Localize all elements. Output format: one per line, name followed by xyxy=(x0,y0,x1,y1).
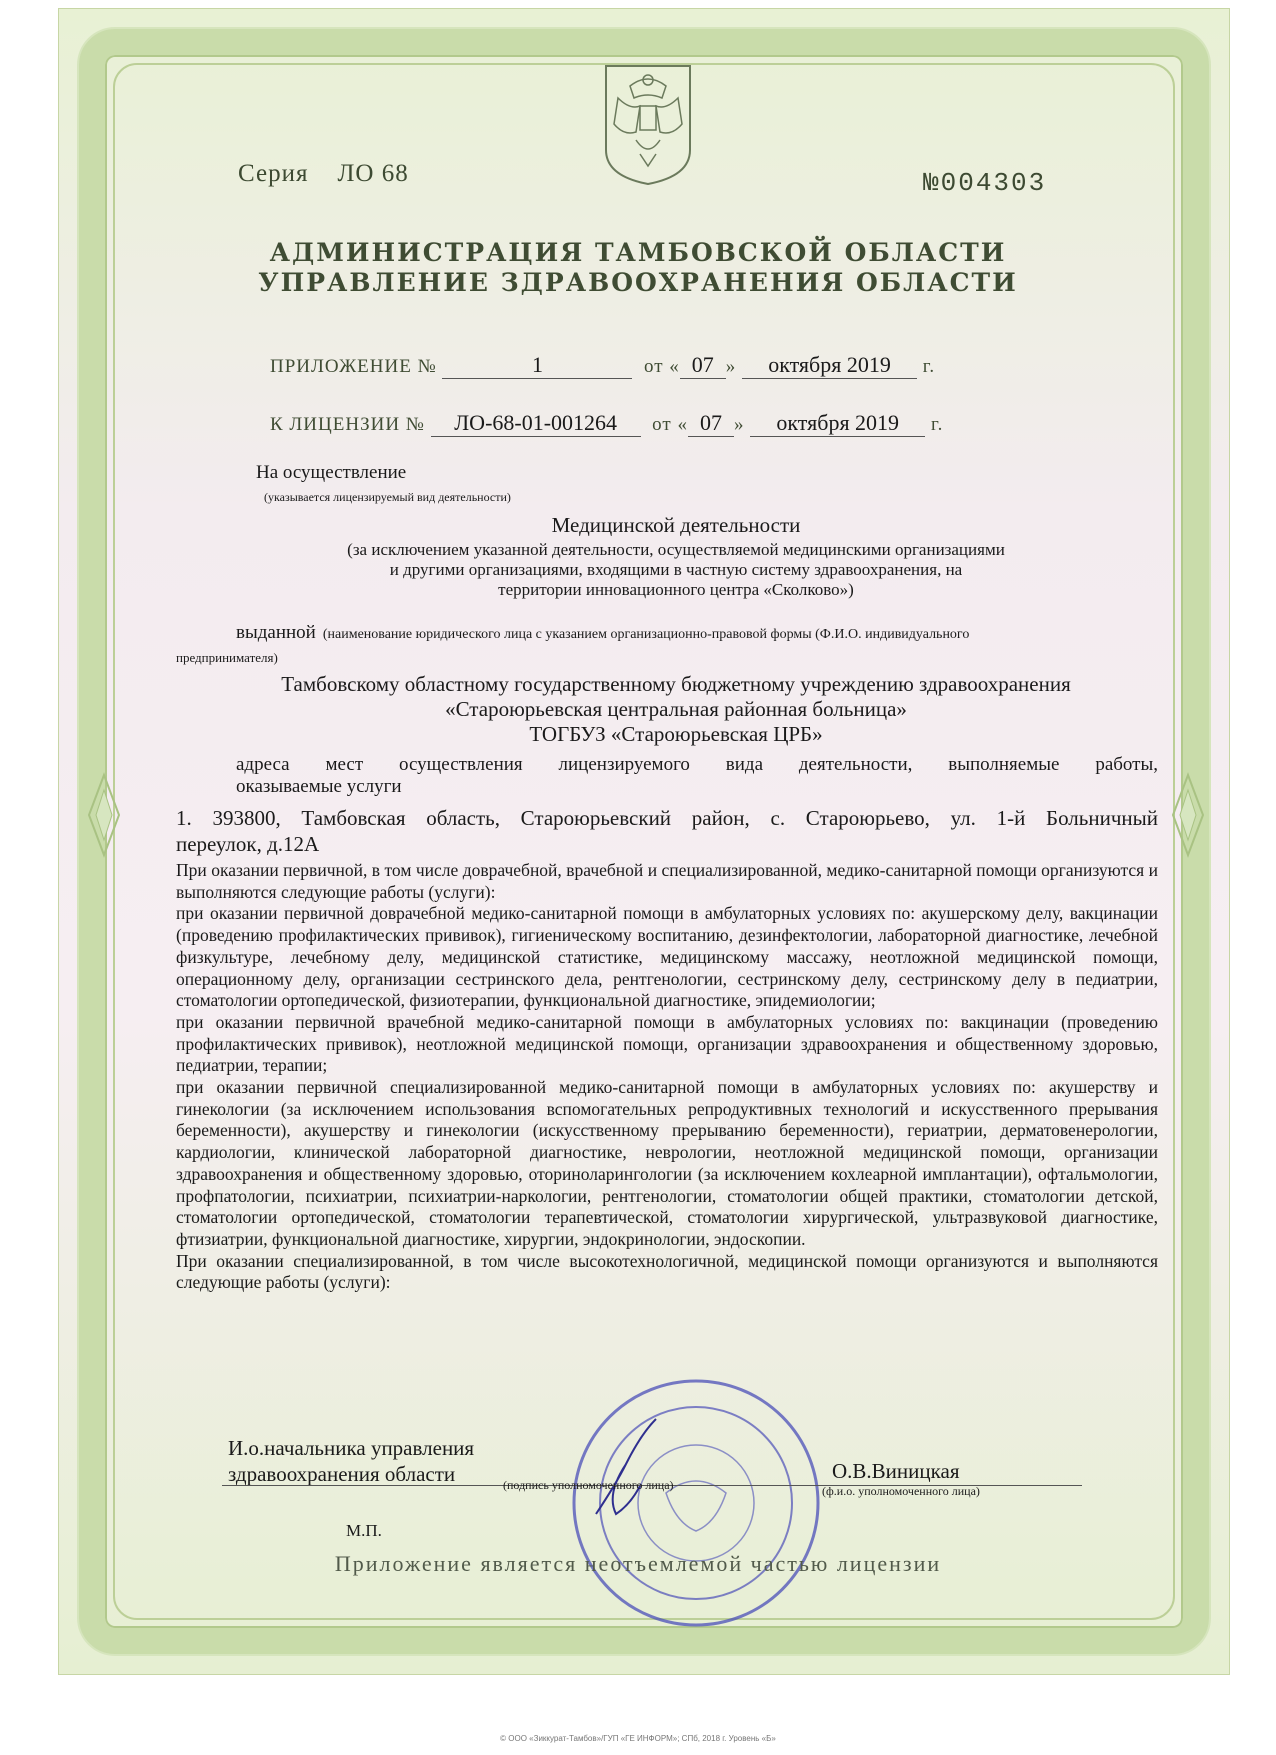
license-month-year: октября 2019 xyxy=(750,410,925,437)
activity-name: Медицинской деятельности xyxy=(551,513,801,537)
issued-hint-line xyxy=(236,622,1162,646)
organization-name xyxy=(176,672,1176,747)
services-paragraph: При оказании первичной, в том числе доврачебной, врачебной и специализированной, медико-санитарной помощи организуются и выполняются следующие работы (услуги): xyxy=(176,860,1158,902)
signer-position-line2: здравоохранения области xyxy=(228,1462,456,1486)
issued-label: выданной xyxy=(236,622,316,643)
series-field xyxy=(238,160,409,188)
signer-position xyxy=(228,1435,474,1487)
organization-line1: Тамбовскому областному государственному бюджетному учреждению здравоохранения xyxy=(281,672,1071,696)
services-paragraph: При оказании специализированной, в том числе высокотехнологичной, медицинской помощи организуются и выполняются следующие работы (услуги): xyxy=(176,1250,1158,1293)
seal-place: М.П. xyxy=(346,1521,382,1540)
activity-note-line3: территории инновационного центра «Сколково») xyxy=(498,580,854,599)
address-line-2: переулок, д.12А xyxy=(176,832,320,856)
activity-note-line1: (за исключением указанной деятельности, осуществляемой медицинскими организациями xyxy=(347,540,1005,559)
signer-name: О.В.Виницкая xyxy=(832,1459,960,1483)
license-year-suffix: г. xyxy=(930,414,944,435)
addresses-intro: адреса мест осуществления лицензируемого вида деятельности, выполняемые работы, xyxy=(236,754,1158,775)
form-number xyxy=(923,168,1046,198)
services-paragraph: при оказании первичной доврачебной медико-санитарной помощи в амбулаторных условиях по: акушерскому делу, вакцинации (проведению профилактических прививок), гигиеническому воспитанию, дезинфектологии, лабораторной диагностике, лечебной физкультуре, лечебному делу, медицинской статистике, медицинскому массажу, неотложной медицинской помощи, операционному делу, организации сестринского дела, рентгенологии, сестринскому делу, сестринскому делу в педиатрии, стоматологии ортопедической, физиотерапии, функциональной диагностике, эпидемиологии; xyxy=(176,903,1158,1011)
signer-position-line1: И.о.начальника управления xyxy=(228,1436,475,1460)
license-line xyxy=(270,410,943,437)
appendix-from: от xyxy=(643,356,664,377)
activity-hint: (указывается лицензируемый вид деятельности) xyxy=(264,490,511,504)
activity-note-line2: и другими организациями, входящими в частную систему здравоохранения, на xyxy=(389,560,963,579)
appendix-year-suffix: г. xyxy=(922,356,936,377)
right-ornament-icon xyxy=(1168,770,1208,860)
organization-line2: «Староюрьевская центральная районная больница» xyxy=(445,697,907,721)
services-block xyxy=(176,860,1158,1294)
series-value: ЛО 68 xyxy=(337,160,409,187)
appendix-number: 1 xyxy=(442,352,632,379)
issued-hint: (наименование юридического лица с указанием организационно-правовой формы (Ф.И.О. индивидуального xyxy=(322,627,970,642)
address-line-1: 1. 393800, Тамбовская область, Староюрьевский район, с. Староюрьево, ул. 1-й Больничный xyxy=(176,806,1158,830)
organization-short-name: ТОГБУЗ «Староюрьевская ЦРБ» xyxy=(529,722,823,746)
signature-hint: (подпись уполномоченного лица) xyxy=(503,1478,674,1492)
license-close-quote: » xyxy=(733,414,745,435)
license-open-quote: « xyxy=(677,414,688,435)
left-ornament-icon xyxy=(84,770,124,860)
number-value: 004303 xyxy=(940,168,1047,198)
appendix-day: 07 xyxy=(680,352,726,379)
issuer-subtitle: УПРАВЛЕНИЕ ЗДРАВООХРАНЕНИЯ ОБЛАСТИ xyxy=(258,268,1018,297)
appendix-month-year: октября 2019 xyxy=(742,352,917,379)
license-label: К ЛИЦЕНЗИИ № xyxy=(270,414,425,435)
signer-name-hint: (ф.и.о. уполномоченного лица) xyxy=(822,1484,980,1498)
footer-statement: Приложение является неотъемлемой частью лицензии xyxy=(334,1551,942,1576)
issued-hint-2: предпринимателя) xyxy=(176,650,278,665)
license-from: от xyxy=(652,414,672,435)
license-day: 07 xyxy=(688,410,734,437)
license-number: ЛО-68-01-001264 xyxy=(431,410,641,437)
series-label: Серия xyxy=(238,160,309,187)
printer-imprint: © ООО «Зиккурат-Тамбов»/ГУП «ГЕ ИНФОРМ»; СПб, 2018 г. Уровень «Б» xyxy=(500,1734,776,1743)
appendix-close-quote: » xyxy=(725,356,737,377)
services-paragraph: при оказании первичной врачебной медико-санитарной помощи в амбулаторных условиях по: вакцинации (проведению профилактических прививок), неотложной медицинской помощи, организации здравоохранения и общественному здоровью, педиатрии, терапии; xyxy=(176,1011,1158,1076)
appendix-line xyxy=(270,352,935,379)
services-paragraph: при оказании первичной специализированной медико-санитарной помощи в амбулаторных условиях по: акушерству и гинекологии (за исключением использования вспомогательных репродуктивных технологий и искусственного прерывания беременности), акушерству и гинекологии (искусственному прерыванию беременности), гериатрии, дерматовенерологии, кардиологии, клинической лабораторной диагностике, неврологии, неотложной медицинской помощи, организации здравоохранения и общественному здоровью, оториноларингологии (за исключением кохлеарной имплантации), офтальмологии, профпатологии, психиатрии, психиатрии-наркологии, рентгенологии, стоматологии общей практики, стоматологии детской, стоматологии ортопедической, стоматологии терапевтической, стоматологии хирургической, ультразвуковой диагностике, фтизиатрии, функциональной диагностике, хирургии, эндокринологии, эндоскопии. xyxy=(176,1077,1158,1249)
signature-icon xyxy=(586,1414,676,1524)
activity-label: На осуществление xyxy=(256,462,407,483)
activity-note xyxy=(176,540,1176,600)
number-sign: № xyxy=(923,168,941,198)
appendix-label: ПРИЛОЖЕНИЕ № xyxy=(270,356,437,377)
addresses-intro-2: оказываемые услуги xyxy=(236,776,402,797)
issuer-title: АДМИНИСТРАЦИЯ ТАМБОВСКОЙ ОБЛАСТИ xyxy=(269,238,1007,267)
coat-of-arms-icon xyxy=(600,58,696,188)
appendix-open-quote: « xyxy=(669,356,680,377)
